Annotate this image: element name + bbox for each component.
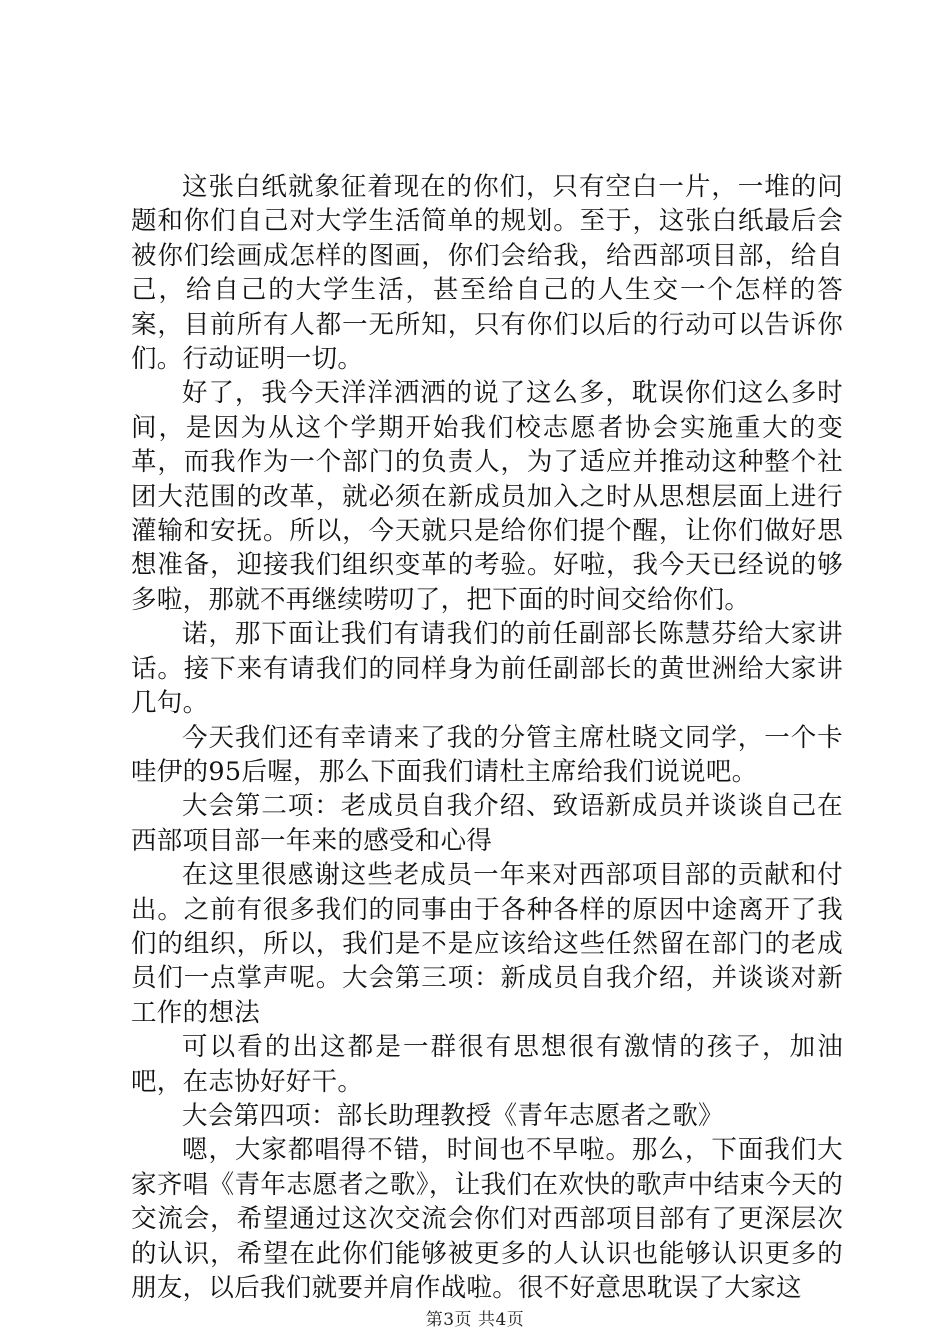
document-body (131, 170, 843, 1305)
paragraph: 大会第四项：部长助理教授《青年志愿者之歌》 (182, 1100, 724, 1131)
paragraph: 在这里很感谢这些老成员一年来对西部项目部的贡献和付出。之前有很多我们的同事由于各种各样的原因中途离开了我们的组织，所以，我们是不是应该给这些任然留在部门的老成员们一点掌声呢。大会第三项：新成员自我介绍，并谈谈对新工作的想法 (131, 860, 843, 1028)
paragraph: 好了，我今天洋洋洒洒的说了这么多，耽误你们这么多时间，是因为从这个学期开始我们校志愿者协会实施重大的变革，而我作为一个部门的负责人，为了适应并推动这种整个社团大范围的改革，就必须在新成员加入之时从思想层面上进行灌输和安抚。所以，今天就只是给你们提个醒，让你们做好思想准备，迎接我们组织变革的考验。好啦，我今天已经说的够多啦，那就不再继续唠叨了，把下面的时间交给你们。 (131, 378, 843, 615)
paragraph: 这张白纸就象征着现在的你们，只有空白一片，一堆的问题和你们自己对大学生活简单的规划。至于，这张白纸最后会被你们绘画成怎样的图画，你们会给我，给西部项目部，给自己，给自己的大学生活，甚至给自己的人生交一个怎样的答案，目前所有人都一无所知，只有你们以后的行动可以告诉你们。行动证明一切。 (131, 172, 843, 375)
page-number-footer: 第3页 共4页 (425, 1310, 525, 1330)
paragraph: 可以看的出这都是一群很有思想很有激情的孩子，加油吧，在志协好好干。 (131, 1032, 843, 1097)
paragraph: 嗯，大家都唱得不错，时间也不早啦。那么，下面我们大家齐唱《青年志愿者之歌》，让我们在欢快的歌声中结束今天的交流会，希望通过这次交流会你们对西部项目部有了更深层次的认识，希望在此你们能够被更多的人认识也能够认识更多的朋友，以后我们就要并肩作战啦。很不好意思耽误了大家这 (131, 1135, 843, 1303)
paragraph: 诺，那下面让我们有请我们的前任副部长陈慧芬给大家讲话。接下来有请我们的同样身为前任副部长的黄世洲给大家讲几句。 (131, 619, 843, 719)
paragraph: 今天我们还有幸请来了我的分管主席杜晓文同学，一个卡哇伊的95后喔，那么下面我们请杜主席给我们说说吧。 (131, 722, 843, 787)
paragraph: 大会第二项：老成员自我介绍、致语新成员并谈谈自己在西部项目部一年来的感受和心得 (131, 791, 843, 856)
